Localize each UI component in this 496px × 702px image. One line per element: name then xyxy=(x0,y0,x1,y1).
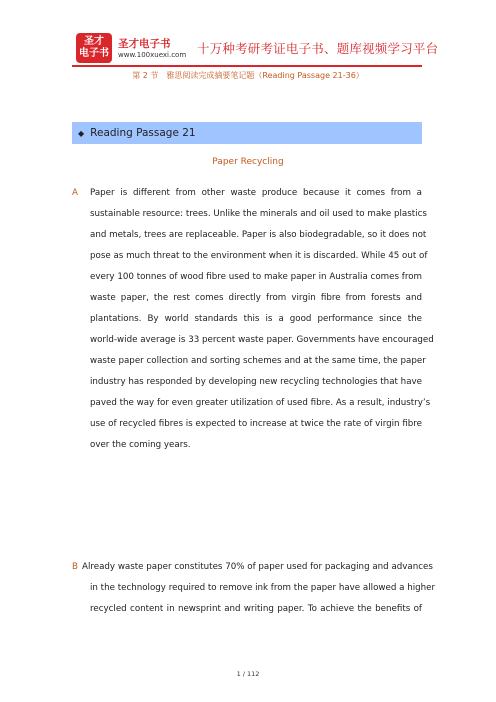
paragraph-a xyxy=(72,183,434,456)
paragraph-line: and metals, trees are replaceable. Paper is also biodegradable, so it does not xyxy=(90,230,427,240)
brand-logo xyxy=(76,33,112,63)
paragraph-b xyxy=(72,557,436,620)
paragraph-line: waste paper collection and sorting schemes and at the same time, the paper xyxy=(90,356,426,366)
passage-heading-bar xyxy=(72,122,422,144)
page-number: 1 / 112 xyxy=(236,670,260,678)
brand-url-link[interactable]: www.100xuexi.com xyxy=(118,51,187,59)
paragraph-line: waste paper, the rest comes directly from virgin fibre from forests and xyxy=(90,293,422,303)
header-divider xyxy=(72,65,422,67)
paragraph-line: recycled content in newsprint and writing paper. To achieve the benefits of xyxy=(90,604,422,614)
paragraph-line: industry has responded by developing new recycling technologies that have xyxy=(90,377,422,387)
passage-title: Reading Passage 21 xyxy=(90,127,196,139)
diamond-bullet-icon: ◆ xyxy=(78,128,85,138)
page-header xyxy=(0,0,496,72)
paragraph-line: pose as much threat to the environment when it is discarded. While 45 out of xyxy=(90,251,428,261)
paragraph-line: Already waste paper constitutes 70% of paper used for packaging and advances xyxy=(82,562,433,572)
paragraph-line: in the technology required to remove ink from the paper have allowed a higher xyxy=(90,583,436,593)
logo-text-line2: 电子书 xyxy=(79,48,109,59)
header-slogan: 十万种考研考证电子书、题库视频学习平台 xyxy=(197,41,439,56)
paragraph-letter: B xyxy=(72,562,78,572)
paragraph-line: sustainable resource: trees. Unlike the minerals and oil used to make plastics xyxy=(90,209,427,219)
article-title: Paper Recycling xyxy=(212,157,284,167)
brand-name: 圣才电子书 xyxy=(118,38,171,50)
paragraph-line: use of recycled fibres is expected to increase at twice the rate of virgin fibre xyxy=(90,419,423,429)
paragraph-line: every 100 tonnes of wood fibre used to make paper in Australia comes from xyxy=(90,272,422,282)
paragraph-line: over the coming years. xyxy=(90,440,191,450)
paragraph-line: paved the way for even greater utilization of used fibre. As a result, industry’s xyxy=(90,398,431,408)
paragraph-line: world-wide average is 33 percent waste paper. Governments have encouraged xyxy=(90,335,434,345)
paragraph-line: plantations. By world standards this is a good performance since the xyxy=(90,314,422,324)
paragraph-line: Paper is different from other waste produce because it comes from a xyxy=(90,188,422,198)
logo-text-line1: 圣才 xyxy=(84,36,104,47)
section-title: 第 2 节 雅思阅读完成摘要笔记题（Reading Passage 21-36） xyxy=(132,71,364,80)
paragraph-letter: A xyxy=(72,188,78,198)
